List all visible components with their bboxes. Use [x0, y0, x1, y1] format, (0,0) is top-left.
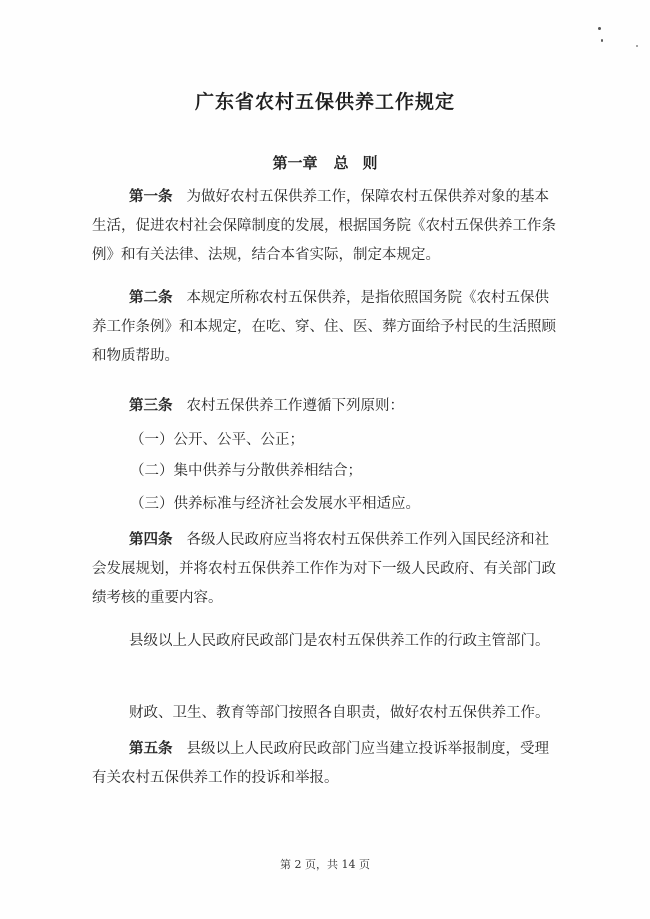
chapter-title-word-1: 总: [333, 154, 349, 172]
chapter-heading: [0, 152, 650, 173]
article-4-paragraph-3: 财政、卫生、教育等部门按照各自职责，做好农村五保供养工作。: [129, 705, 550, 721]
chapter-number: 第一章: [272, 154, 318, 172]
article-4-label: 第四条: [129, 532, 173, 548]
article-3: [92, 392, 562, 421]
principle-item: （一）公开、公平、公正；: [130, 432, 304, 448]
article-2-label: 第二条: [129, 290, 173, 306]
page-number: 第 2 页，共 14 页: [280, 858, 370, 871]
document-title: 广东省农村五保供养工作规定: [194, 91, 455, 113]
article-2-text: 本规定所称农村五保供养，是指依照国务院《农村五保供养工作条例》和本规定，在吃、穿、住、医、葬方面给予村民的生活照顾和物质帮助。: [92, 290, 556, 364]
article-5-text: 县级以上人民政府民政部门应当建立投诉举报制度，受理有关农村五保供养工作的投诉和举报。: [92, 741, 549, 786]
article-3-text: 农村五保供养工作遵循下列原则：: [186, 398, 404, 414]
scan-speck: [636, 45, 638, 47]
chapter-title-word-2: 则: [362, 154, 378, 172]
article-4-text: 各级人民政府应当将农村五保供养工作列入国民经济和社会发展规划，并将农村五保供养工作作为对下一级人民政府、有关部门政绩考核的重要内容。: [92, 532, 556, 606]
article-5-label: 第五条: [129, 741, 173, 757]
article-1-text: 为做好农村五保供养工作，保障农村五保供养对象的基本生活，促进农村社会保障制度的发展，根据国务院《农村五保供养工作条例》和有关法律、法规，结合本省实际，制定本规定。: [92, 189, 556, 263]
scan-speck: [598, 27, 601, 30]
article-4-paragraph-2: 县级以上人民政府民政部门是农村五保供养工作的行政主管部门。: [129, 633, 550, 649]
principle-item: （三）供养标准与经济社会发展水平相适应。: [130, 496, 420, 512]
article-1: [92, 183, 562, 270]
article-4: [92, 526, 562, 613]
article-5: [92, 735, 562, 793]
scan-speck: [601, 39, 603, 42]
article-1-label: 第一条: [129, 189, 173, 205]
article-3-label: 第三条: [129, 398, 173, 414]
article-2: [92, 284, 562, 371]
principle-item: （二）集中供养与分散供养相结合；: [130, 463, 362, 479]
